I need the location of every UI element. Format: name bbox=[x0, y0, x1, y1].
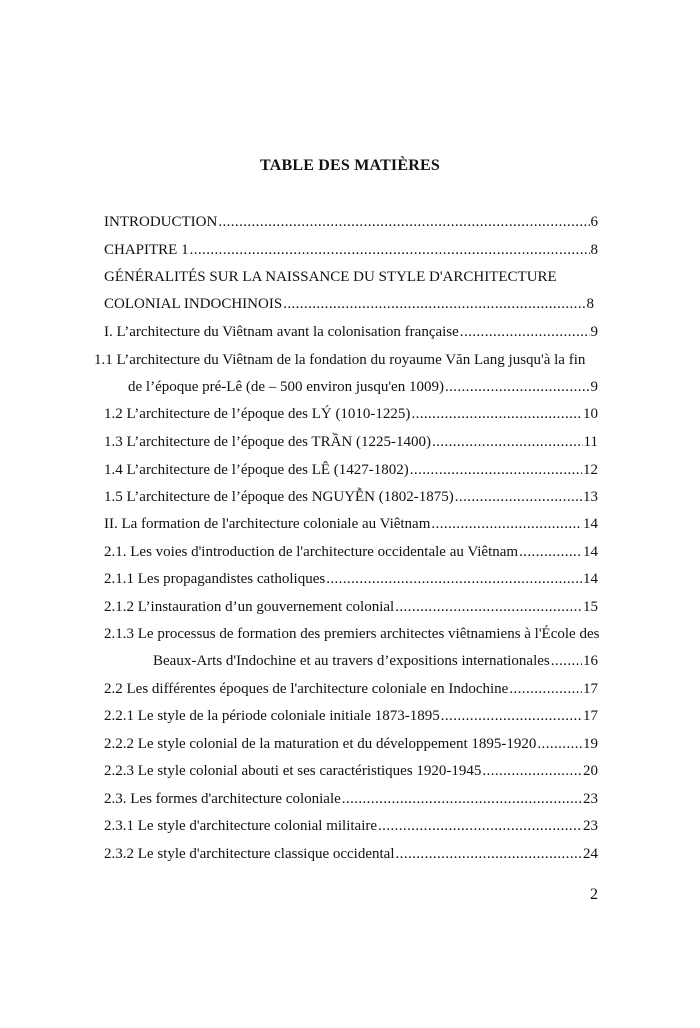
toc-entry-text: COLONIAL INDOCHINOIS bbox=[104, 296, 283, 312]
toc-entry-page: 6 bbox=[590, 214, 598, 230]
toc-leader-dots bbox=[395, 597, 582, 617]
toc-entry-page: 10 bbox=[583, 406, 598, 422]
toc-entry-page: 23 bbox=[583, 818, 598, 834]
toc-leader-dots bbox=[460, 322, 590, 342]
toc-entry-text: 2.3.2 Le style d'architecture classique occidental bbox=[104, 846, 395, 862]
toc-leader-dots bbox=[537, 734, 582, 754]
toc-entry-page: 19 bbox=[583, 736, 598, 752]
toc-entry-page: 24 bbox=[583, 846, 598, 862]
toc-entry-text: 1.2 L’architecture de l’époque des LÝ (1010-1225) bbox=[104, 406, 411, 422]
toc-entry bbox=[104, 487, 598, 507]
toc-entry-text: 2.2.1 Le style de la période coloniale initiale 1873-1895 bbox=[104, 708, 440, 724]
toc-entry-text: 2.2 Les différentes époques de l'architecture coloniale en Indochine bbox=[104, 681, 509, 697]
toc-entry bbox=[104, 816, 598, 836]
toc-entry bbox=[104, 240, 598, 260]
page-title: TABLE DES MATIÈRES bbox=[260, 157, 440, 174]
toc-entry-text: 2.1. Les voies d'introduction de l'architecture occidentale au Viêtnam bbox=[104, 544, 519, 560]
toc-leader-dots bbox=[432, 432, 583, 452]
toc-entry bbox=[104, 542, 598, 562]
toc-entry-text: 2.1.1 Les propagandistes catholiques bbox=[104, 571, 326, 587]
toc-entry-text: 2.1.3 Le processus de formation des premiers architectes viêtnamiens à l'École des bbox=[104, 626, 600, 642]
toc-entry-page: 11 bbox=[583, 434, 598, 450]
toc-entry-text: CHAPITRE 1 bbox=[104, 242, 189, 258]
toc-leader-dots bbox=[509, 679, 582, 699]
toc-entry-page: 13 bbox=[583, 489, 598, 505]
toc-entry bbox=[104, 404, 598, 424]
toc-entry-page: 23 bbox=[583, 791, 598, 807]
toc-entry-text: 1.5 L’architecture de l’époque des NGUYỄN (1802-1875) bbox=[104, 489, 454, 505]
toc-entry-page: 15 bbox=[583, 599, 598, 615]
toc-entry-text: I. L’architecture du Viêtnam avant la colonisation française bbox=[104, 324, 459, 340]
toc-entry bbox=[104, 569, 598, 589]
toc-entry-text: 1.3 L’architecture de l’époque des TRẦN (1225-1400) bbox=[104, 434, 431, 450]
toc-leader-dots bbox=[551, 651, 582, 671]
toc-entry-text: 2.2.2 Le style colonial de la maturation et du développement 1895-1920 bbox=[104, 736, 537, 752]
toc-entry bbox=[104, 789, 598, 809]
toc-leader-dots bbox=[190, 240, 590, 260]
toc-entry-wrapped-line bbox=[94, 350, 600, 370]
toc-entry-page: 12 bbox=[583, 462, 598, 478]
toc-entry-text: II. La formation de l'architecture coloniale au Viêtnam bbox=[104, 516, 431, 532]
toc-entry-text: 2.2.3 Le style colonial abouti et ses caractéristiques 1920-1945 bbox=[104, 763, 482, 779]
toc-entry bbox=[104, 212, 598, 232]
toc-entry bbox=[104, 432, 598, 452]
toc-entry bbox=[104, 294, 594, 314]
toc-entry-text: 2.1.2 L’instauration d’un gouvernement colonial bbox=[104, 599, 395, 615]
toc-entry bbox=[153, 651, 598, 671]
toc-entry-page: 17 bbox=[583, 681, 598, 697]
toc-entry-text: 2.3. Les formes d'architecture coloniale bbox=[104, 791, 341, 807]
toc-leader-dots bbox=[396, 844, 582, 864]
toc-entry bbox=[104, 514, 598, 534]
toc-entry-page: 14 bbox=[583, 544, 598, 560]
toc-entry bbox=[104, 597, 598, 617]
toc-entry bbox=[104, 734, 598, 754]
toc-leader-dots bbox=[411, 404, 582, 424]
toc-entry-page: 8 bbox=[590, 242, 598, 258]
toc-entry bbox=[104, 706, 598, 726]
toc-leader-dots bbox=[218, 212, 589, 232]
toc-entry-page: 14 bbox=[583, 516, 598, 532]
page-number: 2 bbox=[590, 886, 598, 903]
toc-entry bbox=[128, 377, 598, 397]
toc-leader-dots bbox=[519, 542, 582, 562]
toc-entry bbox=[104, 322, 598, 342]
toc-entry bbox=[104, 460, 598, 480]
toc-entry-text: 1.1 L’architecture du Viêtnam de la fondation du royaume Văn Lang jusqu'à la fin bbox=[94, 352, 586, 368]
toc-leader-dots bbox=[342, 789, 582, 809]
toc-entry-page: 17 bbox=[583, 708, 598, 724]
toc-leader-dots bbox=[445, 377, 590, 397]
toc-entry-page: 16 bbox=[583, 653, 598, 669]
toc-leader-dots bbox=[431, 514, 582, 534]
toc-entry-text: 1.4 L’architecture de l’époque des LÊ (1427-1802) bbox=[104, 462, 409, 478]
toc-entry-page: 20 bbox=[583, 763, 598, 779]
toc-leader-dots bbox=[410, 460, 582, 480]
toc-entry bbox=[104, 679, 598, 699]
toc-entry-text: INTRODUCTION bbox=[104, 214, 218, 230]
toc-entry-page: 14 bbox=[583, 571, 598, 587]
toc-leader-dots bbox=[378, 816, 582, 836]
toc-entry-text: Beaux-Arts d'Indochine et au travers d’expositions internationales bbox=[153, 653, 550, 669]
toc-leader-dots bbox=[482, 761, 582, 781]
toc-leader-dots bbox=[283, 294, 585, 314]
toc-leader-dots bbox=[441, 706, 582, 726]
toc-entry bbox=[104, 844, 598, 864]
toc-entry bbox=[104, 761, 598, 781]
toc-entry-wrapped-line bbox=[104, 624, 600, 644]
toc-entry-page: 8 bbox=[586, 296, 594, 312]
toc-entry-page: 9 bbox=[590, 324, 598, 340]
toc-entry-text: 2.3.1 Le style d'architecture colonial militaire bbox=[104, 818, 378, 834]
toc-entry-text: de l’époque pré-Lê (de – 500 environ jusqu'en 1009) bbox=[128, 379, 444, 395]
chapter-title-line bbox=[104, 267, 600, 287]
toc-leader-dots bbox=[326, 569, 582, 589]
chapter-title-text: GÉNÉRALITÉS SUR LA NAISSANCE DU STYLE D'ARCHITECTURE bbox=[104, 269, 557, 285]
toc-leader-dots bbox=[455, 487, 582, 507]
toc-entry-page: 9 bbox=[590, 379, 598, 395]
